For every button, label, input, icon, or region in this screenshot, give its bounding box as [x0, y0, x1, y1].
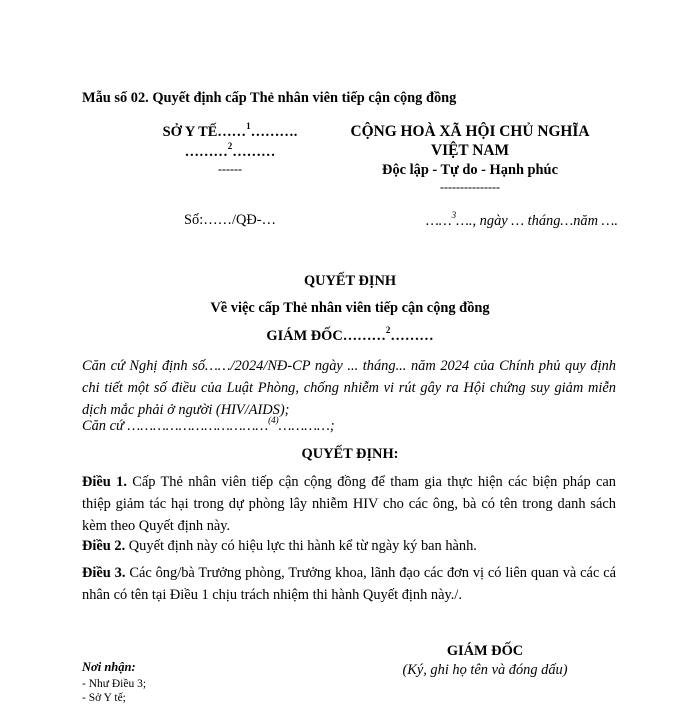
signature-title: GIÁM ĐỐC [446, 643, 524, 659]
footnote-mark: (4) [268, 415, 279, 426]
right-divider: --------------- [440, 180, 500, 194]
left-divider: ------ [218, 162, 242, 176]
recipient-item: - Như Điều 3; [82, 678, 147, 690]
decision-number: Số:……/QĐ-… [184, 212, 276, 228]
country-name-line-2: VIỆT NAM [431, 142, 509, 159]
decision-subject: Về việc cấp Thẻ nhân viên tiếp cận cộng đồng [210, 300, 490, 316]
legal-basis-2 [82, 415, 335, 435]
unit-name-line [150, 141, 310, 161]
recipient-item: - Sở Y tế; [82, 692, 126, 704]
article-label: Điều 3. [82, 565, 126, 581]
country-name-line-1: CỘNG HOÀ XÃ HỘI CHỦ NGHĨA [350, 123, 590, 140]
decides-heading: QUYẾT ĐỊNH: [301, 446, 399, 462]
director-prefix: GIÁM ĐỐC……… [266, 328, 386, 344]
article-text: Cấp Thẻ nhân viên tiếp cận cộng đồng để tham gia thực hiện các biện pháp can thiệp giảm tác hại trong dự phòng lây nhiễm HIV cho các ông, bà có tên trong danh sách kèm theo Quyết định này. [82, 474, 616, 534]
place-date-suffix: …., ngày … tháng…năm …. [456, 213, 618, 229]
footnote-mark: 2 [227, 141, 233, 152]
org-name-suffix: ………. [250, 124, 298, 140]
footnote-mark: 3 [451, 210, 457, 221]
unit-name-suffix: ……… [232, 144, 276, 160]
form-header-line: Mẫu số 02. Quyết định cấp Thẻ nhân viên tiếp cận cộng đồng [82, 90, 457, 106]
signature-note: (Ký, ghi họ tên và đóng dấu) [402, 662, 568, 678]
article-3 [82, 562, 616, 606]
national-motto: Độc lập - Tự do - Hạnh phúc [382, 162, 558, 178]
legal-basis-2-suffix: …………; [278, 418, 335, 434]
footnote-mark: 2 [385, 325, 391, 336]
org-name-prefix: SỞ Y TẾ…… [162, 124, 247, 140]
article-label: Điều 2. [82, 538, 126, 554]
director-heading [0, 325, 700, 345]
legal-basis-2-prefix: Căn cứ …………………………… [82, 418, 269, 434]
recipients-title: Nơi nhận: [82, 660, 136, 674]
decision-title: QUYẾT ĐỊNH [303, 273, 397, 289]
article-text: Các ông/bà Trưởng phòng, Trưởng khoa, lãnh đạo các đơn vị có liên quan và các cá nhân có tên tại Điều 1 chịu trách nhiệm thi hành Quyết định này./. [82, 565, 616, 603]
legal-basis-1: Căn cứ Nghị định số……/2024/NĐ-CP ngày ... tháng... năm 2024 của Chính phủ quy định chi tiết một số điều của Luật Phòng, chống nhiễm vi rút gây ra Hội chứng suy giảm miễn dịch mắc phải ở người (HIV/AIDS); [82, 358, 616, 418]
director-suffix: ……… [390, 328, 434, 344]
place-date-line [340, 210, 618, 230]
unit-name-prefix: ……… [184, 144, 228, 160]
article-1 [82, 471, 616, 537]
article-2 [82, 535, 616, 557]
place-prefix: …… [426, 213, 452, 229]
article-label: Điều 1. [82, 474, 127, 490]
footnote-mark: 1 [246, 121, 251, 132]
article-text: Quyết định này có hiệu lực thi hành kể từ ngày ký ban hành. [125, 538, 477, 554]
org-name-line [150, 121, 310, 141]
